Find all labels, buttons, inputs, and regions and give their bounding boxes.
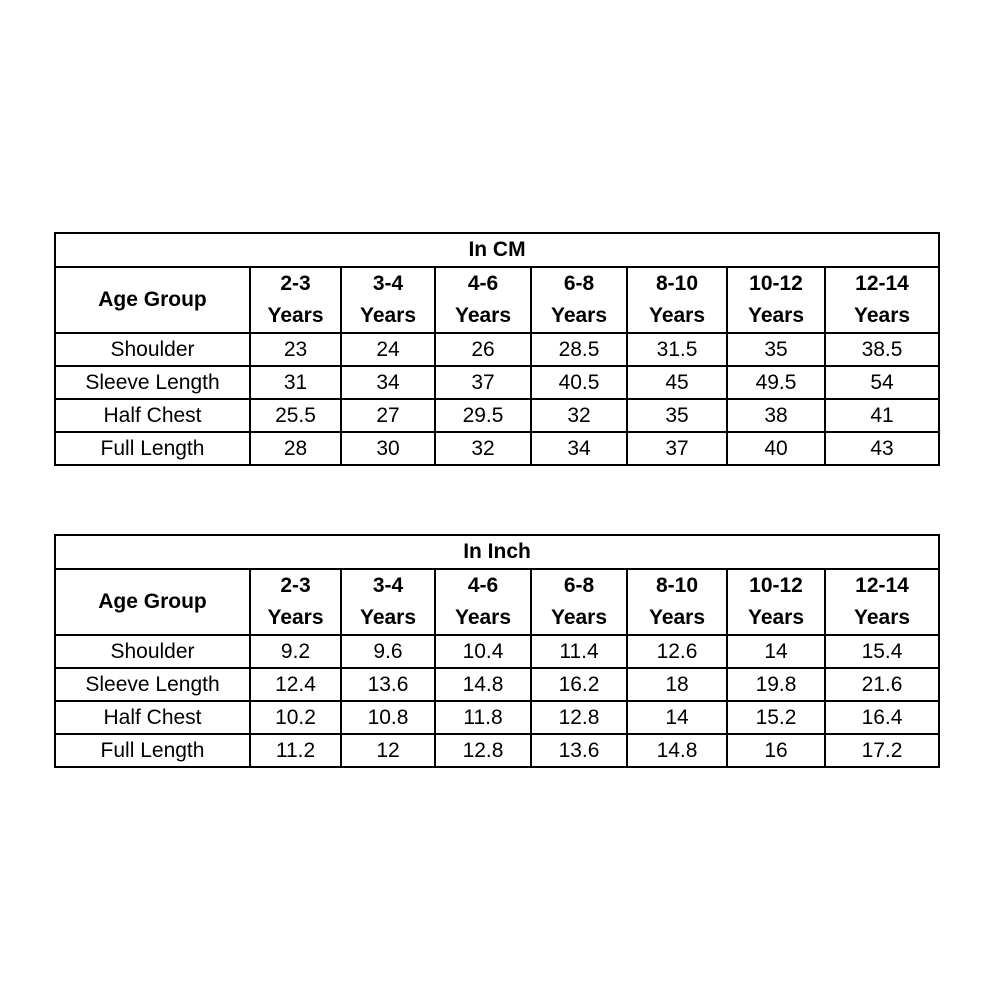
measurement-value: 38.5	[825, 333, 939, 366]
measurement-value: 49.5	[727, 366, 825, 399]
measurement-value: 12.8	[435, 734, 531, 767]
age-unit-text: Years	[359, 606, 417, 629]
age-column-header	[727, 267, 825, 333]
table-row	[55, 399, 939, 432]
measurement-value: 54	[825, 366, 939, 399]
size-table-inch	[54, 534, 940, 768]
age-unit-text: Years	[648, 304, 706, 327]
measurement-label: Half Chest	[55, 701, 250, 734]
age-unit-text: Years	[454, 606, 512, 629]
measurement-value: 14.8	[435, 668, 531, 701]
age-column-header	[435, 569, 531, 635]
measurement-value: 12.4	[250, 668, 341, 701]
table-title: In Inch	[55, 535, 939, 569]
measurement-label: Half Chest	[55, 399, 250, 432]
age-range-text: 3-4	[372, 574, 404, 597]
age-column-header	[627, 267, 727, 333]
measurement-value: 21.6	[825, 668, 939, 701]
measurement-label: Full Length	[55, 432, 250, 465]
age-range-text: 3-4	[372, 272, 404, 295]
age-range-text: 8-10	[655, 272, 699, 295]
age-range-text: 2-3	[280, 272, 311, 295]
measurement-value: 18	[627, 668, 727, 701]
age-range-text: 12-14	[855, 574, 909, 597]
age-unit-text: Years	[550, 606, 608, 629]
age-unit-text: Years	[550, 304, 608, 327]
measurement-value: 16	[727, 734, 825, 767]
table-row	[55, 701, 939, 734]
measurement-value: 27	[341, 399, 435, 432]
measurement-value: 9.6	[341, 635, 435, 668]
measurement-value: 14	[727, 635, 825, 668]
age-range-text: 6-8	[563, 574, 595, 597]
age-unit-text: Years	[747, 606, 805, 629]
measurement-value: 31	[250, 366, 341, 399]
measurement-value: 23	[250, 333, 341, 366]
measurement-value: 34	[341, 366, 435, 399]
age-unit-text: Years	[359, 304, 417, 327]
measurement-value: 9.2	[250, 635, 341, 668]
age-range-text: 6-8	[563, 272, 595, 295]
measurement-value: 16.2	[531, 668, 627, 701]
measurement-value: 16.4	[825, 701, 939, 734]
age-range-text: 10-12	[749, 272, 803, 295]
size-table-cm	[54, 232, 940, 466]
table-title: In CM	[55, 233, 939, 267]
measurement-value: 35	[627, 399, 727, 432]
measurement-value: 32	[435, 432, 531, 465]
measurement-value: 45	[627, 366, 727, 399]
measurement-value: 17.2	[825, 734, 939, 767]
table-row	[55, 635, 939, 668]
measurement-value: 31.5	[627, 333, 727, 366]
age-unit-text: Years	[267, 304, 324, 327]
measurement-value: 35	[727, 333, 825, 366]
age-column-header	[341, 267, 435, 333]
age-column-header	[531, 569, 627, 635]
table-row	[55, 734, 939, 767]
age-range-text: 8-10	[655, 574, 699, 597]
measurement-value: 15.2	[727, 701, 825, 734]
measurement-label: Full Length	[55, 734, 250, 767]
age-range-text: 10-12	[749, 574, 803, 597]
table-title-row	[55, 233, 939, 267]
measurement-label: Sleeve Length	[55, 366, 250, 399]
measurement-value: 32	[531, 399, 627, 432]
measurement-value: 15.4	[825, 635, 939, 668]
age-range-text: 12-14	[855, 272, 909, 295]
measurement-label: Sleeve Length	[55, 668, 250, 701]
measurement-value: 34	[531, 432, 627, 465]
measurement-value: 29.5	[435, 399, 531, 432]
measurement-value: 38	[727, 399, 825, 432]
measurement-value: 43	[825, 432, 939, 465]
measurement-value: 24	[341, 333, 435, 366]
measurement-value: 14.8	[627, 734, 727, 767]
age-range-text: 4-6	[467, 574, 499, 597]
age-group-header: Age Group	[55, 569, 250, 635]
measurement-value: 13.6	[341, 668, 435, 701]
measurement-value: 26	[435, 333, 531, 366]
age-unit-text: Years	[747, 304, 805, 327]
measurement-value: 30	[341, 432, 435, 465]
table-row	[55, 432, 939, 465]
measurement-value: 11.2	[250, 734, 341, 767]
measurement-value: 41	[825, 399, 939, 432]
age-unit-text: Years	[853, 606, 911, 629]
measurement-value: 12.8	[531, 701, 627, 734]
age-unit-text: Years	[648, 606, 706, 629]
age-column-header	[727, 569, 825, 635]
column-header-row	[55, 569, 939, 635]
measurement-value: 28.5	[531, 333, 627, 366]
age-range-text: 4-6	[467, 272, 499, 295]
age-range-text: 2-3	[280, 574, 311, 597]
table-row	[55, 333, 939, 366]
measurement-value: 13.6	[531, 734, 627, 767]
age-unit-text: Years	[454, 304, 512, 327]
measurement-value: 37	[627, 432, 727, 465]
measurement-value: 40.5	[531, 366, 627, 399]
measurement-value: 11.8	[435, 701, 531, 734]
age-column-header	[825, 267, 939, 333]
measurement-value: 28	[250, 432, 341, 465]
age-column-header	[250, 569, 341, 635]
age-column-header	[250, 267, 341, 333]
table-row	[55, 668, 939, 701]
age-column-header	[341, 569, 435, 635]
column-header-row	[55, 267, 939, 333]
measurement-value: 12.6	[627, 635, 727, 668]
age-unit-text: Years	[853, 304, 911, 327]
measurement-label: Shoulder	[55, 333, 250, 366]
measurement-value: 14	[627, 701, 727, 734]
table-row	[55, 366, 939, 399]
age-column-header	[435, 267, 531, 333]
measurement-value: 10.8	[341, 701, 435, 734]
age-unit-text: Years	[267, 606, 324, 629]
measurement-value: 10.2	[250, 701, 341, 734]
measurement-value: 37	[435, 366, 531, 399]
age-group-header: Age Group	[55, 267, 250, 333]
measurement-value: 19.8	[727, 668, 825, 701]
measurement-value: 10.4	[435, 635, 531, 668]
age-column-header	[825, 569, 939, 635]
measurement-label: Shoulder	[55, 635, 250, 668]
measurement-value: 12	[341, 734, 435, 767]
measurement-value: 40	[727, 432, 825, 465]
measurement-value: 25.5	[250, 399, 341, 432]
table-title-row	[55, 535, 939, 569]
measurement-value: 11.4	[531, 635, 627, 668]
age-column-header	[627, 569, 727, 635]
age-column-header	[531, 267, 627, 333]
